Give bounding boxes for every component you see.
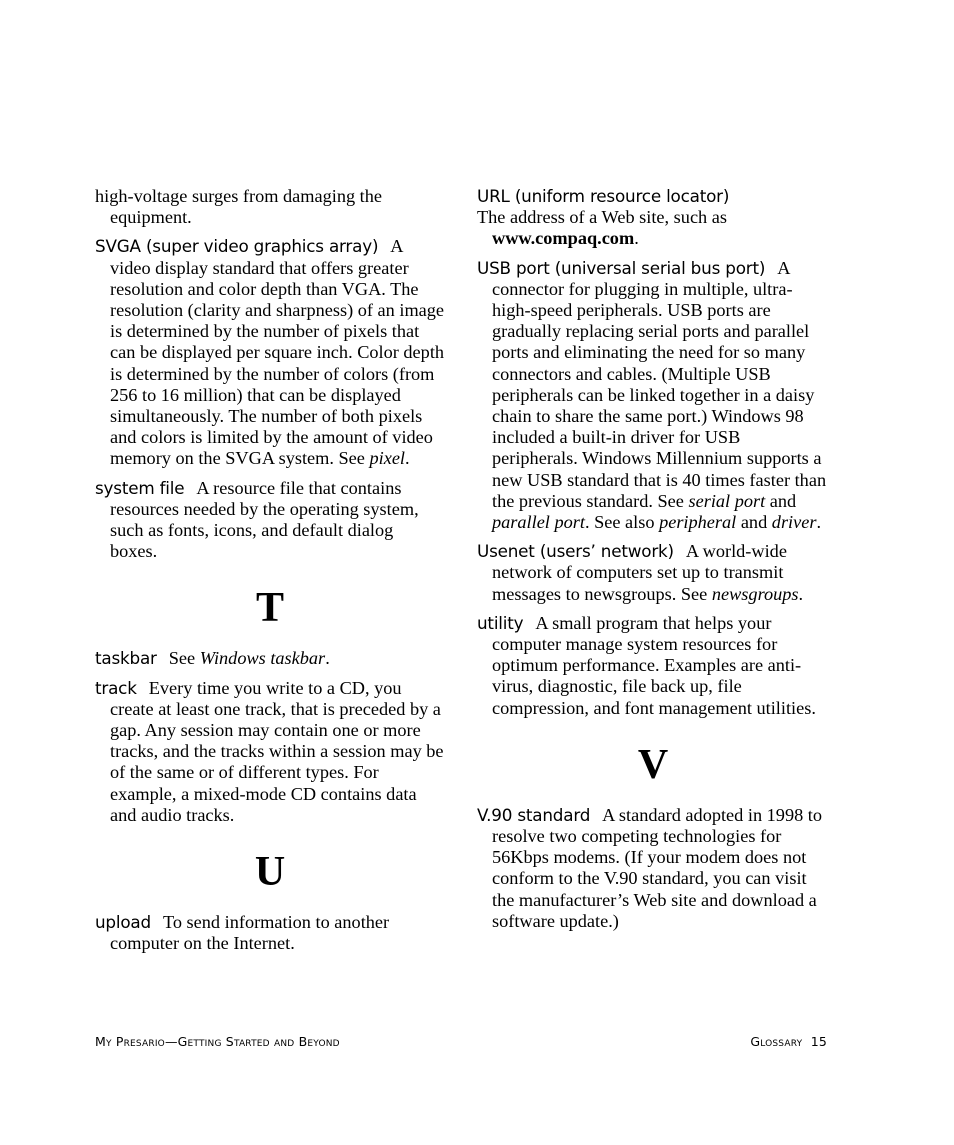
ref-peripheral: peripheral — [659, 512, 737, 533]
definition-utility: A small program that helps your computer manage system resources for optimum performance. Examples are anti-virus, diagnostic, file back up, file compression, and font management utilities. — [492, 612, 816, 718]
section-letter-v: V — [637, 741, 669, 788]
ref-serial-port: serial port — [688, 490, 766, 511]
glossary-entry-v90 — [477, 805, 829, 932]
glossary-entry-utility — [477, 613, 829, 719]
term-taskbar: taskbar — [95, 648, 157, 669]
term-v90: V.90 standard — [477, 804, 591, 825]
glossary-entry-upload — [95, 912, 445, 954]
ref-driver: driver — [771, 512, 817, 533]
section-letter-u: U — [254, 849, 286, 896]
term-system-file: system file — [95, 477, 185, 498]
definition-upload: To send information to another computer on the Internet. — [110, 912, 390, 954]
page-number: 15 — [810, 1034, 827, 1049]
term-usenet: Usenet (users’ network) — [477, 541, 674, 562]
left-column — [95, 186, 445, 962]
definition-usenet: A world-wide network of computers set up to transmit messages to newsgroups. See — [492, 541, 787, 604]
term-usb-port: USB port (universal serial bus port) — [477, 257, 766, 278]
right-column — [477, 186, 829, 940]
section-letter-t: T — [255, 585, 284, 632]
continuation-text: high-voltage surges from damaging the equipment. — [95, 186, 383, 228]
term-svga: SVGA (super video graphics array) — [95, 236, 379, 257]
term-url: URL (uniform resource locator) — [477, 186, 730, 206]
ref-newsgroups: newsgroups — [711, 583, 799, 604]
definition-usb-port: A connector for plugging in multiple, ultra-high-speed peripherals. USB ports are gradually replacing serial ports and parallel ports and eliminating the need for so many connectors and cables. (Multiple USB peripherals can be linked together in a daisy chain to share the same port.) Windows 98 included a built-in driver for USB peripherals. Windows Millennium supports a new USB standard that is 40 times faster than the previous standard. See — [492, 257, 827, 511]
definition-system-file: A resource file that contains resources needed by the operating system, such as fonts, icons, and default dialog boxes. — [110, 477, 419, 562]
glossary-entry-svga: SVGA (super video graphics array) A video display standard that offers greater resolution and color depth than VGA. The resolution (clarity and sharpness) of an image is determined by the number of pixels that can be displayed per square inch. Color depth is determined by the number of colors (from 256 to 16 million) that can be displayed simultaneously. The number of both pixels and colors is limited by the amount of video memory on the SVGA system. See pixel. — [95, 236, 445, 469]
glossary-entry-track — [95, 678, 445, 826]
definition-svga: A video display standard that offers greater resolution and color depth than VGA. The resolution (clarity and sharpness) of an image is determined by the number of pixels that can be displayed per square inch. Color depth is determined by the number of colors (from 256 to 16 million) that can be displayed simultaneously. The number of both pixels and colors is limited by the amount of video memory on the SVGA system. See — [110, 236, 445, 469]
ref-parallel-port: parallel port — [492, 512, 585, 533]
footer-book-title: My Presario—Getting Started and Beyond — [95, 1034, 340, 1049]
term-upload: upload — [95, 912, 151, 933]
ref-windows-taskbar: Windows taskbar — [199, 648, 326, 669]
glossary-entry-usb-port: USB port (universal serial bus port) A connector for plugging in multiple, ultra-high-speed peripherals. USB ports are gradually replacing serial ports and parallel ports and eliminating the need for so many connectors and cables. (Multiple USB peripherals can be linked together in a daisy chain to share the same port.) Windows 98 included a built-in driver for USB peripherals. Windows Millennium supports a new USB standard that is 40 times faster than the previous standard. See serial port and parallel port. See also peripheral and driver. — [477, 257, 827, 533]
definition-url: The address of a Web site, such as — [477, 207, 727, 228]
glossary-entry-system-file — [95, 478, 445, 563]
definition-v90: A standard adopted in 1998 to resolve two competing technologies for 56Kbps modems. (If your modem does not conform to the V.90 standard, you can visit the manufacturer’s Web site and download a software update.) — [492, 804, 823, 931]
term-utility: utility — [477, 612, 524, 633]
url-example: www.compaq.com — [492, 228, 635, 249]
glossary-entry-usenet: Usenet (users’ network) A world-wide network of computers set up to transmit messages to newsgroups. See newsgroups. — [477, 541, 804, 604]
definition-track: Every time you write to a CD, you create at least one track, that is preceded by a gap. Any session may contain one or more tracks, and the tracks within a session may be of the same or of different types. For example, a mixed-mode CD contains data and audio tracks. — [110, 677, 444, 825]
term-track: track — [95, 677, 137, 698]
glossary-entry-url: URL (uniform resource locator) The address of a Web site, such as www.compaq.com. — [477, 186, 730, 249]
footer-page-info — [750, 1034, 827, 1049]
ref-pixel: pixel — [369, 448, 406, 469]
glossary-entry-taskbar: taskbar See Windows taskbar. — [95, 648, 330, 669]
footer-section: Glossary — [750, 1034, 803, 1049]
